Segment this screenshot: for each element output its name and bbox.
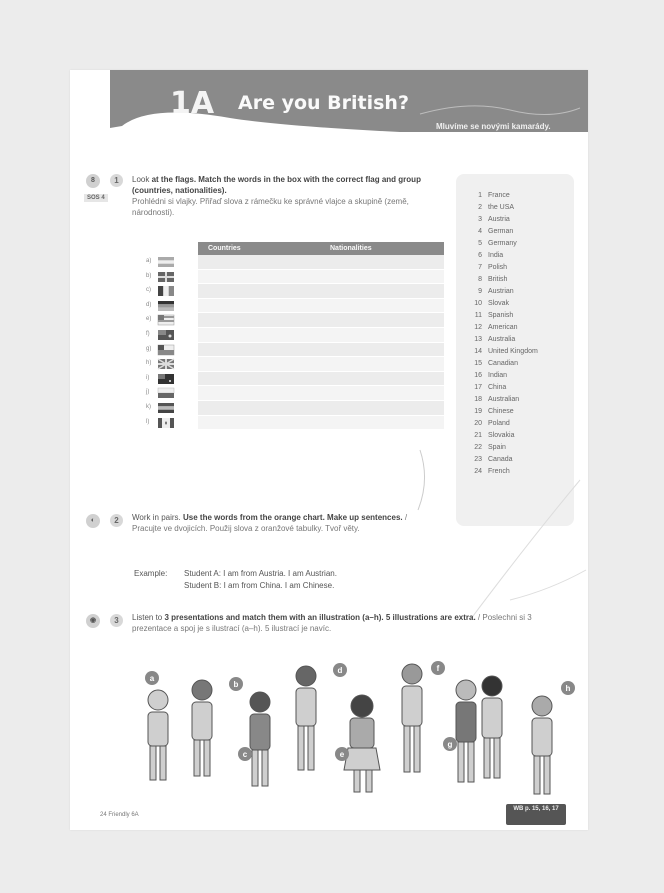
word-item: [468, 202, 538, 214]
word-text: China: [488, 384, 507, 391]
ex2-czech: / Pracujte ve dvojicích. Použij slova z oranžové tabulky. Tvoř věty.: [132, 513, 408, 533]
word-text: Poland: [488, 420, 510, 427]
word-number: 1: [478, 192, 482, 199]
table-row: [136, 415, 444, 430]
ex1-bold: at the flags. Match the words in the box with the correct flag and group (countries, nationalities).: [132, 175, 421, 195]
label-d: d: [337, 666, 343, 675]
word-number: 16: [474, 372, 482, 379]
word-number: 18: [474, 396, 482, 403]
word-text: Indian: [488, 372, 508, 379]
word-item: [468, 394, 538, 406]
flag-icon: [158, 388, 174, 398]
nationality-answer-cell[interactable]: [320, 400, 444, 415]
word-text: France: [488, 192, 510, 199]
word-item: [468, 298, 538, 310]
exercise-1-instruction: [132, 174, 422, 196]
word-text: French: [488, 468, 510, 475]
word-number: 17: [474, 384, 482, 391]
flag-icon: [158, 257, 174, 267]
word-number: 20: [474, 420, 482, 427]
word-text: Canadian: [488, 360, 518, 367]
exercise-2-number: 2: [110, 514, 123, 527]
nationality-answer-cell[interactable]: [320, 342, 444, 357]
exercise-3-number: 3: [110, 614, 123, 627]
country-answer-cell[interactable]: [198, 313, 320, 328]
row-label: a): [146, 258, 152, 264]
word-item: [468, 238, 538, 250]
country-answer-cell[interactable]: [198, 415, 320, 430]
lesson-banner: [110, 70, 588, 132]
country-answer-cell[interactable]: [198, 371, 320, 386]
row-label: k): [146, 403, 151, 410]
word-item: [468, 226, 538, 238]
textbook-page: [70, 70, 588, 830]
flag-icon: [158, 315, 174, 325]
country-answer-cell[interactable]: [198, 386, 320, 401]
word-number: 14: [474, 348, 482, 355]
word-item: [468, 358, 538, 370]
flag-column-header: [136, 242, 198, 255]
word-number: 8: [478, 276, 482, 283]
ex3-lead: Listen to: [132, 613, 163, 622]
nationality-answer-cell[interactable]: [320, 269, 444, 284]
flag-icon: [158, 301, 174, 311]
row-label: e): [146, 316, 152, 323]
word-item: [468, 190, 538, 202]
exercise-1-czech: Prohlédni si vlajky. Přiřaď slova z rámečku ke správné vlajce a skupině (země, národnosti).: [132, 197, 409, 217]
country-answer-cell[interactable]: [198, 255, 320, 269]
word-text: Spanish: [488, 312, 514, 319]
label-c: c: [242, 750, 248, 759]
table-row: [136, 269, 444, 284]
word-number: 3: [478, 216, 482, 223]
nationality-answer-cell[interactable]: [320, 327, 444, 342]
word-number: 6: [478, 252, 482, 259]
label-f: f: [436, 664, 440, 673]
row-label: c): [146, 287, 151, 294]
word-text: Slovakia: [488, 432, 515, 439]
ex2-lead: Work in pairs.: [132, 513, 181, 522]
word-item: [468, 250, 538, 262]
word-number: 11: [474, 312, 482, 319]
nationality-answer-cell[interactable]: [320, 255, 444, 269]
row-label: l): [146, 418, 150, 425]
row-label: i): [146, 374, 150, 381]
row-label: j): [146, 389, 150, 396]
flag-icon: [158, 330, 174, 340]
ex1-lead: Look: [132, 175, 150, 184]
word-item: [468, 310, 538, 322]
word-text: Australian: [488, 396, 520, 403]
word-number: 5: [478, 240, 482, 247]
row-label: d): [146, 301, 152, 308]
word-item: [468, 370, 538, 382]
nationality-answer-cell[interactable]: [320, 386, 444, 401]
flag-icon: [158, 374, 174, 384]
exercise-2-instruction: [132, 512, 432, 534]
nationalities-header: Nationalities: [320, 242, 444, 255]
table-row: [136, 298, 444, 313]
table-row: [136, 400, 444, 415]
word-text: Polish: [488, 264, 508, 271]
word-text: American: [488, 324, 518, 331]
nationality-answer-cell[interactable]: [320, 284, 444, 299]
word-number: 7: [478, 264, 482, 271]
nationality-answer-cell[interactable]: [320, 371, 444, 386]
exercise-1-tag: SOS 4: [84, 194, 108, 202]
word-item: [468, 406, 538, 418]
country-answer-cell[interactable]: [198, 284, 320, 299]
label-a: a: [149, 674, 155, 683]
word-number: 2: [478, 204, 482, 211]
word-text: British: [488, 276, 508, 283]
word-item: [468, 382, 538, 394]
word-item: [468, 214, 538, 226]
listening-icon: ◉: [86, 614, 100, 628]
word-text: United Kingdom: [488, 348, 538, 355]
word-item: [468, 322, 538, 334]
flag-icon: [158, 359, 174, 369]
flag-icon: [158, 345, 174, 355]
word-item: [468, 430, 538, 442]
flag-icon: [158, 272, 174, 282]
word-item: [468, 274, 538, 286]
word-number: 19: [474, 408, 482, 415]
country-answer-cell[interactable]: [198, 298, 320, 313]
nationality-answer-cell[interactable]: [320, 313, 444, 328]
country-answer-cell[interactable]: [198, 269, 320, 284]
lesson-subtitle: Mluvíme se novými kamarády.: [436, 122, 551, 131]
label-e: e: [339, 750, 345, 759]
word-text: Slovak: [488, 300, 510, 307]
label-g: g: [447, 740, 453, 749]
word-number: 21: [474, 432, 482, 439]
word-text: India: [488, 252, 504, 259]
table-row: [136, 357, 444, 372]
word-number: 13: [474, 336, 482, 343]
page-footer: 24 Friendly 6A: [100, 812, 139, 818]
word-text: Austrian: [488, 288, 514, 295]
word-number: 4: [478, 228, 482, 235]
word-number: 12: [474, 324, 482, 331]
word-text: German: [488, 228, 514, 235]
table-row: [136, 327, 444, 342]
table-row: [136, 255, 444, 269]
ex2-bold: Use the words from the orange chart. Make up sentences.: [183, 513, 403, 522]
word-number: 10: [474, 300, 482, 307]
word-item: [468, 346, 538, 358]
word-item: [468, 334, 538, 346]
country-answer-cell[interactable]: [198, 327, 320, 342]
word-item: [468, 418, 538, 430]
lesson-number: 1A: [170, 86, 215, 121]
countries-header: Countries: [198, 242, 320, 255]
country-answer-cell[interactable]: [198, 357, 320, 372]
word-text: Australia: [488, 336, 516, 343]
word-list: [468, 190, 538, 478]
label-b: b: [233, 680, 239, 689]
lesson-title: Are you British?: [238, 92, 409, 114]
row-label: g): [146, 345, 152, 352]
word-number: 15: [474, 360, 482, 367]
nationality-answer-cell[interactable]: [320, 415, 444, 430]
row-label: h): [146, 360, 152, 367]
table-row: [136, 386, 444, 401]
table-row: [136, 284, 444, 299]
word-text: Canada: [488, 456, 513, 463]
word-text: Spain: [488, 444, 506, 451]
flags-table: [136, 242, 444, 430]
exercise-3-instruction: [132, 612, 572, 634]
flag-icon: [158, 286, 174, 296]
table-row: [136, 313, 444, 328]
nationality-answer-cell[interactable]: [320, 298, 444, 313]
label-h: h: [565, 684, 571, 693]
audio-track-badge: 8: [86, 174, 100, 188]
nationality-answer-cell[interactable]: [320, 357, 444, 372]
speaking-icon: ◐: [86, 514, 100, 528]
ex3-czech: / Poslechni si 3 prezentace a spoj je s ilustrací (a–h). 5 ilustrací je navíc.: [132, 613, 532, 633]
flag-icon: [158, 418, 174, 428]
table-row: [136, 371, 444, 386]
children-illustration: [130, 650, 571, 800]
example-student-b: Student B: I am from China. I am Chinese.: [184, 581, 335, 590]
country-answer-cell[interactable]: [198, 400, 320, 415]
word-item: [468, 286, 538, 298]
word-number: 9: [478, 288, 482, 295]
exercise-1-number: 1: [110, 174, 123, 187]
word-text: Austria: [488, 216, 510, 223]
flag-icon: [158, 403, 174, 413]
example-student-a: Student A: I am from Austria. I am Austrian.: [184, 569, 337, 578]
row-label: b): [146, 272, 152, 279]
decorative-lines: [410, 450, 588, 630]
word-number: 24: [474, 468, 482, 475]
row-label: f): [146, 330, 150, 337]
word-text: the USA: [488, 204, 515, 211]
example-label: Example:: [134, 569, 168, 578]
word-number: 23: [474, 456, 482, 463]
word-item: [468, 262, 538, 274]
workbook-reference: WB p. 15, 16, 17: [506, 804, 566, 825]
word-text: Chinese: [488, 408, 514, 415]
word-text: Germany: [488, 240, 517, 247]
table-row: [136, 342, 444, 357]
word-number: 22: [474, 444, 482, 451]
country-answer-cell[interactable]: [198, 342, 320, 357]
ex3-bold: 3 presentations and match them with an illustration (a–h). 5 illustrations are extra.: [164, 613, 476, 622]
